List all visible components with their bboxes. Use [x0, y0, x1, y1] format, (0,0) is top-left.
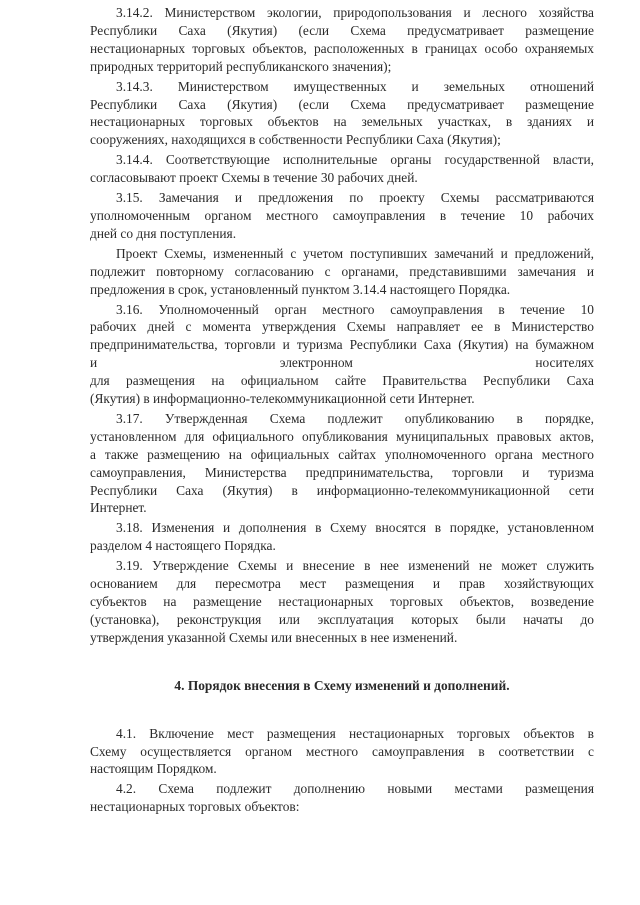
- text-line: 3.18. Изменения и дополнения в Схему вносятся в порядке, установленном: [116, 520, 594, 536]
- text-line: предложения в срок, установленный пунктом 3.14.4 настоящего Порядка.: [90, 281, 511, 297]
- text-line: рабочих дней с момента утверждения Схемы направляет ее в Министерство: [90, 319, 594, 335]
- section-body: [90, 725, 594, 817]
- paragraph-3-14-4: [90, 151, 594, 187]
- text-line: Интернет.: [90, 500, 147, 516]
- text-line: утверждения указанной Схемы или внесенных в нее изменений.: [90, 629, 458, 645]
- text-line: Схему осуществляется органом местного самоуправления в соответствии с: [90, 743, 594, 759]
- text-line: Республики Саха (Якутия) в информационно-телекоммуникационной сети: [90, 482, 594, 498]
- text-line: Республики Саха (Якутия) (если Схема предусматривает размещение: [90, 96, 594, 112]
- text-line: установленном для официального опубликования муниципальных правовых актов,: [90, 428, 594, 444]
- paragraph-3-16: [90, 301, 594, 408]
- paragraph-3-15: [90, 189, 594, 243]
- text-line: а также размещению на официальных сайтах уполномоченного органа местного: [90, 446, 594, 462]
- paragraph-3-17: [90, 410, 594, 517]
- text-line: самоуправления, Министерства предпринимательства, торговли и туризма: [90, 464, 594, 480]
- text-line: уполномоченным органом местного самоуправления в течение 10 рабочих: [90, 207, 594, 223]
- text-line: нестационарных торговых объектов, расположенных в границах особо охраняемых: [90, 40, 594, 56]
- text-line: предпринимательства, торговли и туризма Республики Саха (Якутия) на бумажном: [90, 337, 594, 353]
- paragraph-3-14-3: [90, 78, 594, 150]
- text-line: субъектов на размещение нестационарных торговых объектов, возведение: [90, 594, 594, 609]
- text-line: 4.1. Включение мест размещения нестационарных торговых объектов в: [116, 725, 594, 741]
- text-line: настоящим Порядком.: [90, 761, 217, 777]
- text-line: согласовывают проект Схемы в течение 30 рабочих дней.: [90, 170, 418, 186]
- text-line: природных территорий республиканского значения);: [90, 58, 392, 74]
- text-line: Республики Саха (Якутия) (если Схема предусматривает размещение: [90, 22, 594, 38]
- text-line: 3.16. Уполномоченный орган местного самоуправления в течение 10: [116, 301, 594, 317]
- text-line: (установка), реконструкция или эксплуатация которых были начаты до: [90, 611, 594, 627]
- text-line: 3.14.2. Министерством экологии, природопользования и лесного хозяйства: [116, 5, 594, 20]
- text-line: Проект Схемы, измененный с учетом поступивших замечаний и предложений,: [116, 245, 594, 261]
- paragraph-4-2: [90, 780, 594, 816]
- paragraph-3-18: [90, 519, 594, 555]
- text-line: (Якутия) в информационно-телекоммуникационной сети Интернет.: [90, 391, 475, 407]
- text-line: сооружениях, находящихся в собственности Республики Саха (Якутия);: [90, 132, 501, 148]
- text-line: 3.17. Утвержденная Схема подлежит опубликованию в порядке,: [116, 410, 594, 426]
- text-line: разделом 4 настоящего Порядка.: [90, 538, 276, 554]
- text-line: 3.19. Утверждение Схемы и внесение в нее изменений не может служить: [116, 558, 594, 574]
- paragraph-3-14-2: [90, 4, 594, 76]
- section-heading: 4. Порядок внесения в Схему изменений и дополнений.: [174, 677, 510, 693]
- text-line: дней со дня поступления.: [90, 225, 237, 241]
- text-line: для размещения на официальном сайте Правительства Республики Саха: [90, 373, 594, 389]
- text-line: подлежит повторному согласованию с органами, представившими замечания и: [90, 263, 594, 279]
- paragraph-3-19: [90, 557, 594, 647]
- text-line: 3.15. Замечания и предложения по проекту Схемы рассматриваются: [116, 190, 594, 206]
- text-line: нестационарных торговых объектов:: [90, 799, 300, 815]
- text-line: 3.14.3. Министерством имущественных и земельных отношений: [116, 78, 594, 94]
- text-line: нестационарных торговых объектов на земельных участках, в зданиях и: [90, 114, 594, 130]
- document-body: [90, 4, 594, 647]
- text-line: основанием для пересмотра мест размещения и прав хозяйствующих: [90, 576, 594, 592]
- paragraph-project: [90, 245, 594, 299]
- text-line: и электронном носителях: [90, 355, 594, 371]
- text-line: 3.14.4. Соответствующие исполнительные органы государственной власти,: [116, 152, 594, 168]
- text-line: 4.2. Схема подлежит дополнению новыми местами размещения: [116, 781, 594, 797]
- paragraph-4-1: [90, 725, 594, 779]
